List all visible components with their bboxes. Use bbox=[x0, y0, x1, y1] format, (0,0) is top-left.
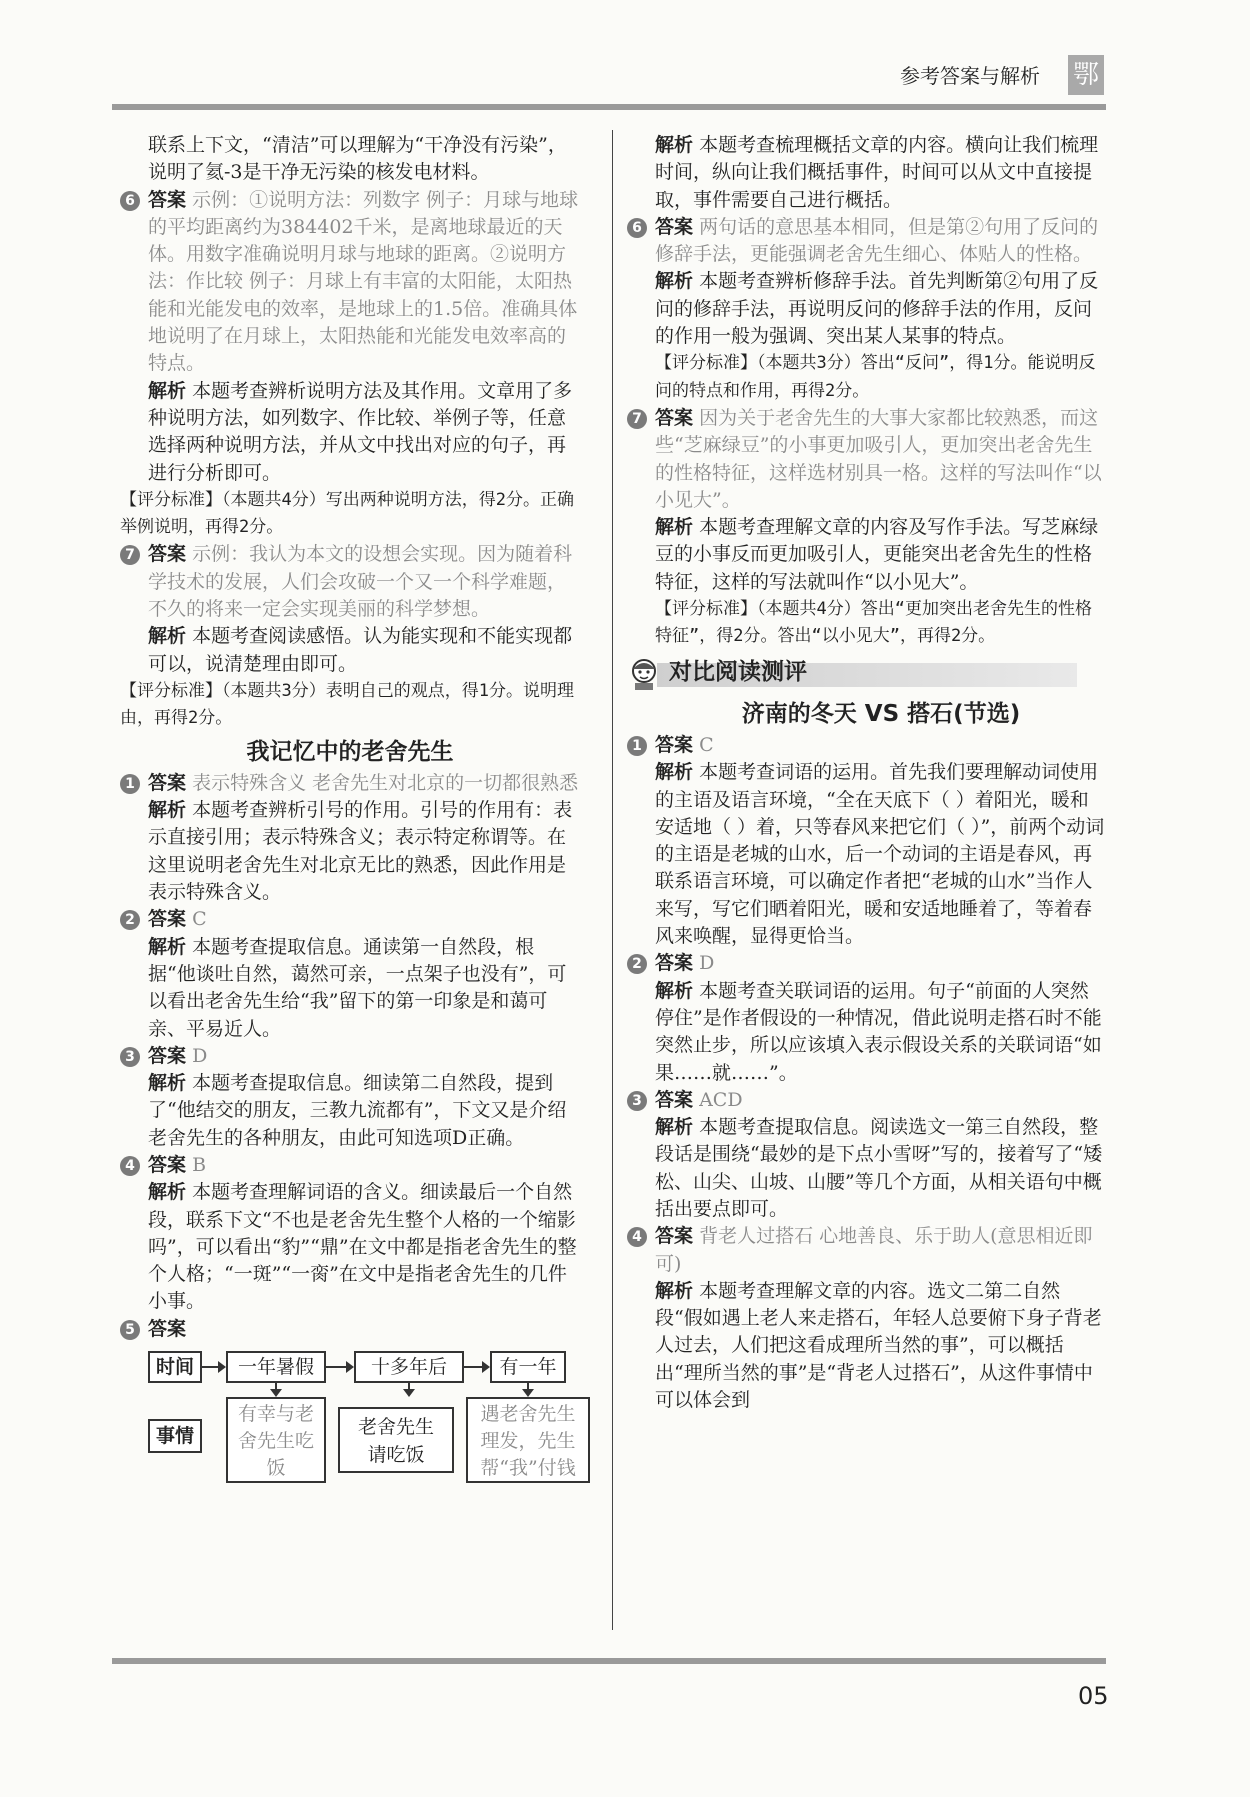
analysis-label: 解析 bbox=[148, 625, 187, 648]
answer-label: 答案 bbox=[655, 215, 694, 238]
answer-text: ACD bbox=[699, 1088, 743, 1111]
standard-label: 【评分标准】 bbox=[655, 353, 757, 374]
answer-text: C bbox=[699, 733, 714, 756]
arrow bbox=[202, 1366, 224, 1368]
standard-label: 【评分标准】 bbox=[120, 489, 222, 510]
header-badge-icon: 鄂 bbox=[1068, 55, 1104, 95]
answer-label: 答案 bbox=[148, 1153, 187, 1176]
timeline-diagram bbox=[148, 1347, 580, 1487]
analysis-text: 本题考查理解文章的内容。选文二第二自然段“假如遇上老人来走搭石，年轻人总要俯下身子背老人过去，人们把这看成理所当然的事”，可以概括出“理所当然的事”是“背老人过搭石”，从这件事情中可以体会到 bbox=[655, 1279, 1102, 1412]
analysis-label: 解析 bbox=[655, 1279, 694, 1302]
question-number: 6 bbox=[627, 218, 647, 238]
answer-label: 答案 bbox=[655, 952, 694, 975]
answer-label: 答案 bbox=[655, 1088, 694, 1111]
answer-text: 两句话的意思基本相同，但是第②句用了反问的修辞手法，更能强调老舍先生细心、体贴人的性格。 bbox=[655, 215, 1099, 266]
question-6 bbox=[627, 214, 1107, 405]
section-question-4 bbox=[120, 1152, 580, 1316]
analysis-label: 解析 bbox=[655, 516, 694, 539]
analysis-label: 解析 bbox=[655, 1116, 694, 1139]
arrow bbox=[275, 1383, 277, 1395]
header-rule bbox=[112, 104, 1106, 110]
answer-text: D bbox=[699, 952, 715, 975]
analysis-text: 本题考查理解词语的含义。细读最后一个自然段，联系下文“不也是老舍先生整个人格的一个缩影吗”，可以看出“豹”“鼎”在文中都是指老舍先生的整个人格；“一斑”“一脔”在文中是指老舍先生的几件小事。 bbox=[148, 1181, 577, 1313]
analysis-text: 本题考查提取信息。通读第一自然段，根据“他谈吐自然，蔼然可亲，一点架子也没有”，可以看出老舍先生给“我”留下的第一印象是和蔼可亲、平易近人。 bbox=[148, 935, 567, 1040]
standard-text: （本题共3分）表明自己的观点，得1分。说明理由，再得2分。 bbox=[120, 680, 574, 729]
answer-label: 答案 bbox=[148, 543, 187, 566]
question-number: 3 bbox=[627, 1091, 647, 1111]
analysis-text: 本题考查提取信息。细读第二自然段，提到了“他结交的朋友，三教九流都有”，下文又是介绍老舍先生的各种朋友，由此可知选项D正确。 bbox=[148, 1072, 567, 1149]
arrow bbox=[408, 1383, 410, 1395]
answer-label: 答案 bbox=[655, 406, 694, 429]
standard-text: （本题共3分）答出“反问”，得1分。能说明反问的特点和作用，再得2分。 bbox=[655, 353, 1096, 401]
answer-text: 示例：我认为本文的设想会实现。因为随着科学技术的发展，人们会攻破一个又一个科学难题，不久的将来一定会实现美丽的科学梦想。 bbox=[148, 543, 573, 621]
compare-question-2 bbox=[627, 950, 1107, 1086]
compare-question-3 bbox=[627, 1087, 1107, 1223]
student-icon bbox=[627, 657, 661, 691]
question-7 bbox=[627, 405, 1107, 651]
header-title: 参考答案与解析 bbox=[900, 64, 1040, 88]
analysis-label: 解析 bbox=[655, 761, 694, 784]
answer-label: 答案 bbox=[148, 188, 187, 211]
page-number: 05 bbox=[1078, 1682, 1109, 1710]
standard-text: （本题共4分）写出两种说明方法，得2分。正确举例说明，再得2分。 bbox=[120, 489, 574, 538]
answer-text: 因为关于老舍先生的大事大家都比较熟悉，而这些“芝麻绿豆”的小事更加吸引人，更加突出老舍先生的性格特征，这样选材别具一格。这样的写法叫作“以小见大”。 bbox=[655, 406, 1102, 511]
analysis-text: 本题考查梳理概括文章的内容。横向让我们梳理时间，纵向让我们概括事件，时间可以从文中直接提取，事件需要自己进行概括。 bbox=[655, 134, 1099, 211]
analysis-text: 本题考查词语的运用。首先我们要理解动词使用的主语及语言环境，“全在天底下（ ）着阳光，暖和安适地（ ）着，只等春风来把它们（ ）”，前两个动词的主语是老城的山水，后一个动词的主语是春风，再联系语言环境，可以确定作者把“老城的山水”当作人来写，写它们晒着阳光，暖和安适地睡着了，等着春风来唤醒，显得更恰当。 bbox=[655, 761, 1105, 948]
time-1: 一年暑假 bbox=[226, 1351, 326, 1383]
left-column bbox=[120, 132, 580, 1487]
answer-label: 答案 bbox=[148, 1044, 187, 1067]
analysis-text: 本题考查辨析修辞手法。首先判断第②句用了反问的修辞手法，再说明反问的修辞手法的作用，反问的作用一般为强调、突出某人某事的特点。 bbox=[655, 270, 1099, 348]
question-7 bbox=[120, 541, 580, 732]
answer-text: 表示特殊含义 老舍先生对北京的一切都很熟悉 bbox=[192, 771, 579, 794]
section-question-3 bbox=[120, 1043, 580, 1152]
section-title: 济南的冬天 VS 搭石(节选) bbox=[741, 700, 1021, 727]
standard-label: 【评分标准】 bbox=[120, 680, 222, 701]
analysis-text: 本题考查关联词语的运用。句子“前面的人突然停住”是作者假设的一种情况，借此说明走搭石时不能突然止步，所以应该填入表示假设关系的关联词语“如果……就……”。 bbox=[655, 979, 1102, 1084]
analysis-text: 本题考查理解文章的内容及写作手法。写芝麻绿豆的小事反而更加吸引人，更能突出老舍先生的性格特征，这样的写法就叫作“以小见大”。 bbox=[655, 516, 1099, 593]
analysis-label: 解析 bbox=[148, 379, 187, 402]
arrow bbox=[326, 1366, 352, 1368]
answer-text: D bbox=[192, 1044, 208, 1067]
answer-label: 答案 bbox=[148, 908, 187, 931]
row-label-event: 事情 bbox=[148, 1419, 202, 1453]
section-banner bbox=[627, 657, 1107, 695]
analysis-text: 本题考查辨析说明方法及其作用。文章用了多种说明方法，如列数字、作比较、举例子等，任意选择两种说明方法，并从文中找出对应的句子，再进行分析即可。 bbox=[148, 379, 573, 484]
row-label-time: 时间 bbox=[148, 1351, 202, 1383]
question-number: 4 bbox=[627, 1227, 647, 1247]
answer-text: 背老人过搭石 心地善良、乐于助人(意思相近即可) bbox=[655, 1225, 1093, 1275]
answer-text: C bbox=[192, 908, 207, 931]
answer-label: 答案 bbox=[655, 1225, 694, 1248]
question-number: 5 bbox=[120, 1320, 140, 1340]
compare-question-1 bbox=[627, 732, 1107, 950]
event-2: 老舍先生请吃饭 bbox=[338, 1407, 454, 1473]
question-number: 2 bbox=[627, 954, 647, 974]
answer-text: 示例：①说明方法：列数字 例子：月球与地球的平均距离约为384402千米，是离地球最近的天体。用数字准确说明月球与地球的距离。②说明方法：作比较 例子：月球上有丰富的太阳能，太阳热能和光能发电的效率，是地球上的1.5倍。准确具体地说明了在月球上，太阳热能和光能发电效率高的特点。 bbox=[148, 188, 579, 375]
question-6 bbox=[120, 187, 580, 542]
analysis-label: 解析 bbox=[655, 134, 694, 156]
question-number: 1 bbox=[120, 774, 140, 794]
answer-text: B bbox=[192, 1153, 207, 1176]
analysis-label: 解析 bbox=[655, 270, 694, 293]
question-number: 7 bbox=[120, 545, 140, 565]
question-number: 2 bbox=[120, 910, 140, 930]
arrow bbox=[464, 1366, 488, 1368]
arrow bbox=[527, 1383, 529, 1395]
section-question-5 bbox=[120, 1316, 580, 1487]
time-2: 十多年后 bbox=[354, 1351, 464, 1383]
answer-label: 答案 bbox=[148, 771, 187, 794]
section-question-2 bbox=[120, 906, 580, 1042]
banner-title: 对比阅读测评 bbox=[669, 658, 807, 685]
right-column bbox=[632, 132, 1107, 1414]
compare-question-4 bbox=[627, 1223, 1107, 1414]
time-3: 有一年 bbox=[490, 1351, 566, 1383]
section-title: 我记忆中的老舍先生 bbox=[246, 738, 454, 765]
column-divider bbox=[612, 130, 613, 1630]
analysis-text: 本题考查辨析引号的作用。引号的作用有：表示直接引用；表示特殊含义；表示特定称谓等。在这里说明老舍先生对北京无比的熟悉，因此作用是表示特殊含义。 bbox=[148, 799, 573, 904]
analysis-label: 解析 bbox=[148, 1072, 187, 1095]
analysis-label: 解析 bbox=[655, 979, 694, 1002]
question-number: 7 bbox=[627, 409, 647, 429]
analysis-text: 本题考查阅读感悟。认为能实现和不能实现都可以，说清楚理由即可。 bbox=[148, 625, 573, 675]
analysis-label: 解析 bbox=[148, 935, 187, 958]
standard-label: 【评分标准】 bbox=[655, 599, 757, 620]
analysis-label: 解析 bbox=[148, 799, 187, 822]
standard-text: （本题共4分）答出“更加突出老舍先生的性格特征”，得2分。答出“以小见大”，再得2分。 bbox=[655, 599, 1092, 647]
event-3: 遇老舍先生理发，先生帮“我”付钱 bbox=[466, 1397, 590, 1483]
question-number: 1 bbox=[627, 736, 647, 756]
answer-label: 答案 bbox=[148, 1317, 187, 1340]
analysis-label: 解析 bbox=[148, 1181, 187, 1204]
question-number: 3 bbox=[120, 1047, 140, 1067]
footer-rule bbox=[112, 1658, 1106, 1664]
event-1: 有幸与老舍先生吃饭 bbox=[226, 1397, 326, 1483]
analysis-text: 本题考查提取信息。阅读选文一第三自然段，整段话是围绕“最妙的是下点小雪呀”写的，接着写了“矮松、山尖、山坡、山腰”等几个方面，从相关语句中概括出要点即可。 bbox=[655, 1116, 1103, 1220]
question-number: 6 bbox=[120, 191, 140, 211]
section-question-1 bbox=[120, 770, 580, 906]
answer-label: 答案 bbox=[655, 733, 694, 756]
question-number: 4 bbox=[120, 1156, 140, 1176]
left-intro: 联系上下文，“清洁”可以理解为“干净没有污染”，说明了氦-3是干净无污染的核发电材料。 bbox=[148, 134, 567, 184]
